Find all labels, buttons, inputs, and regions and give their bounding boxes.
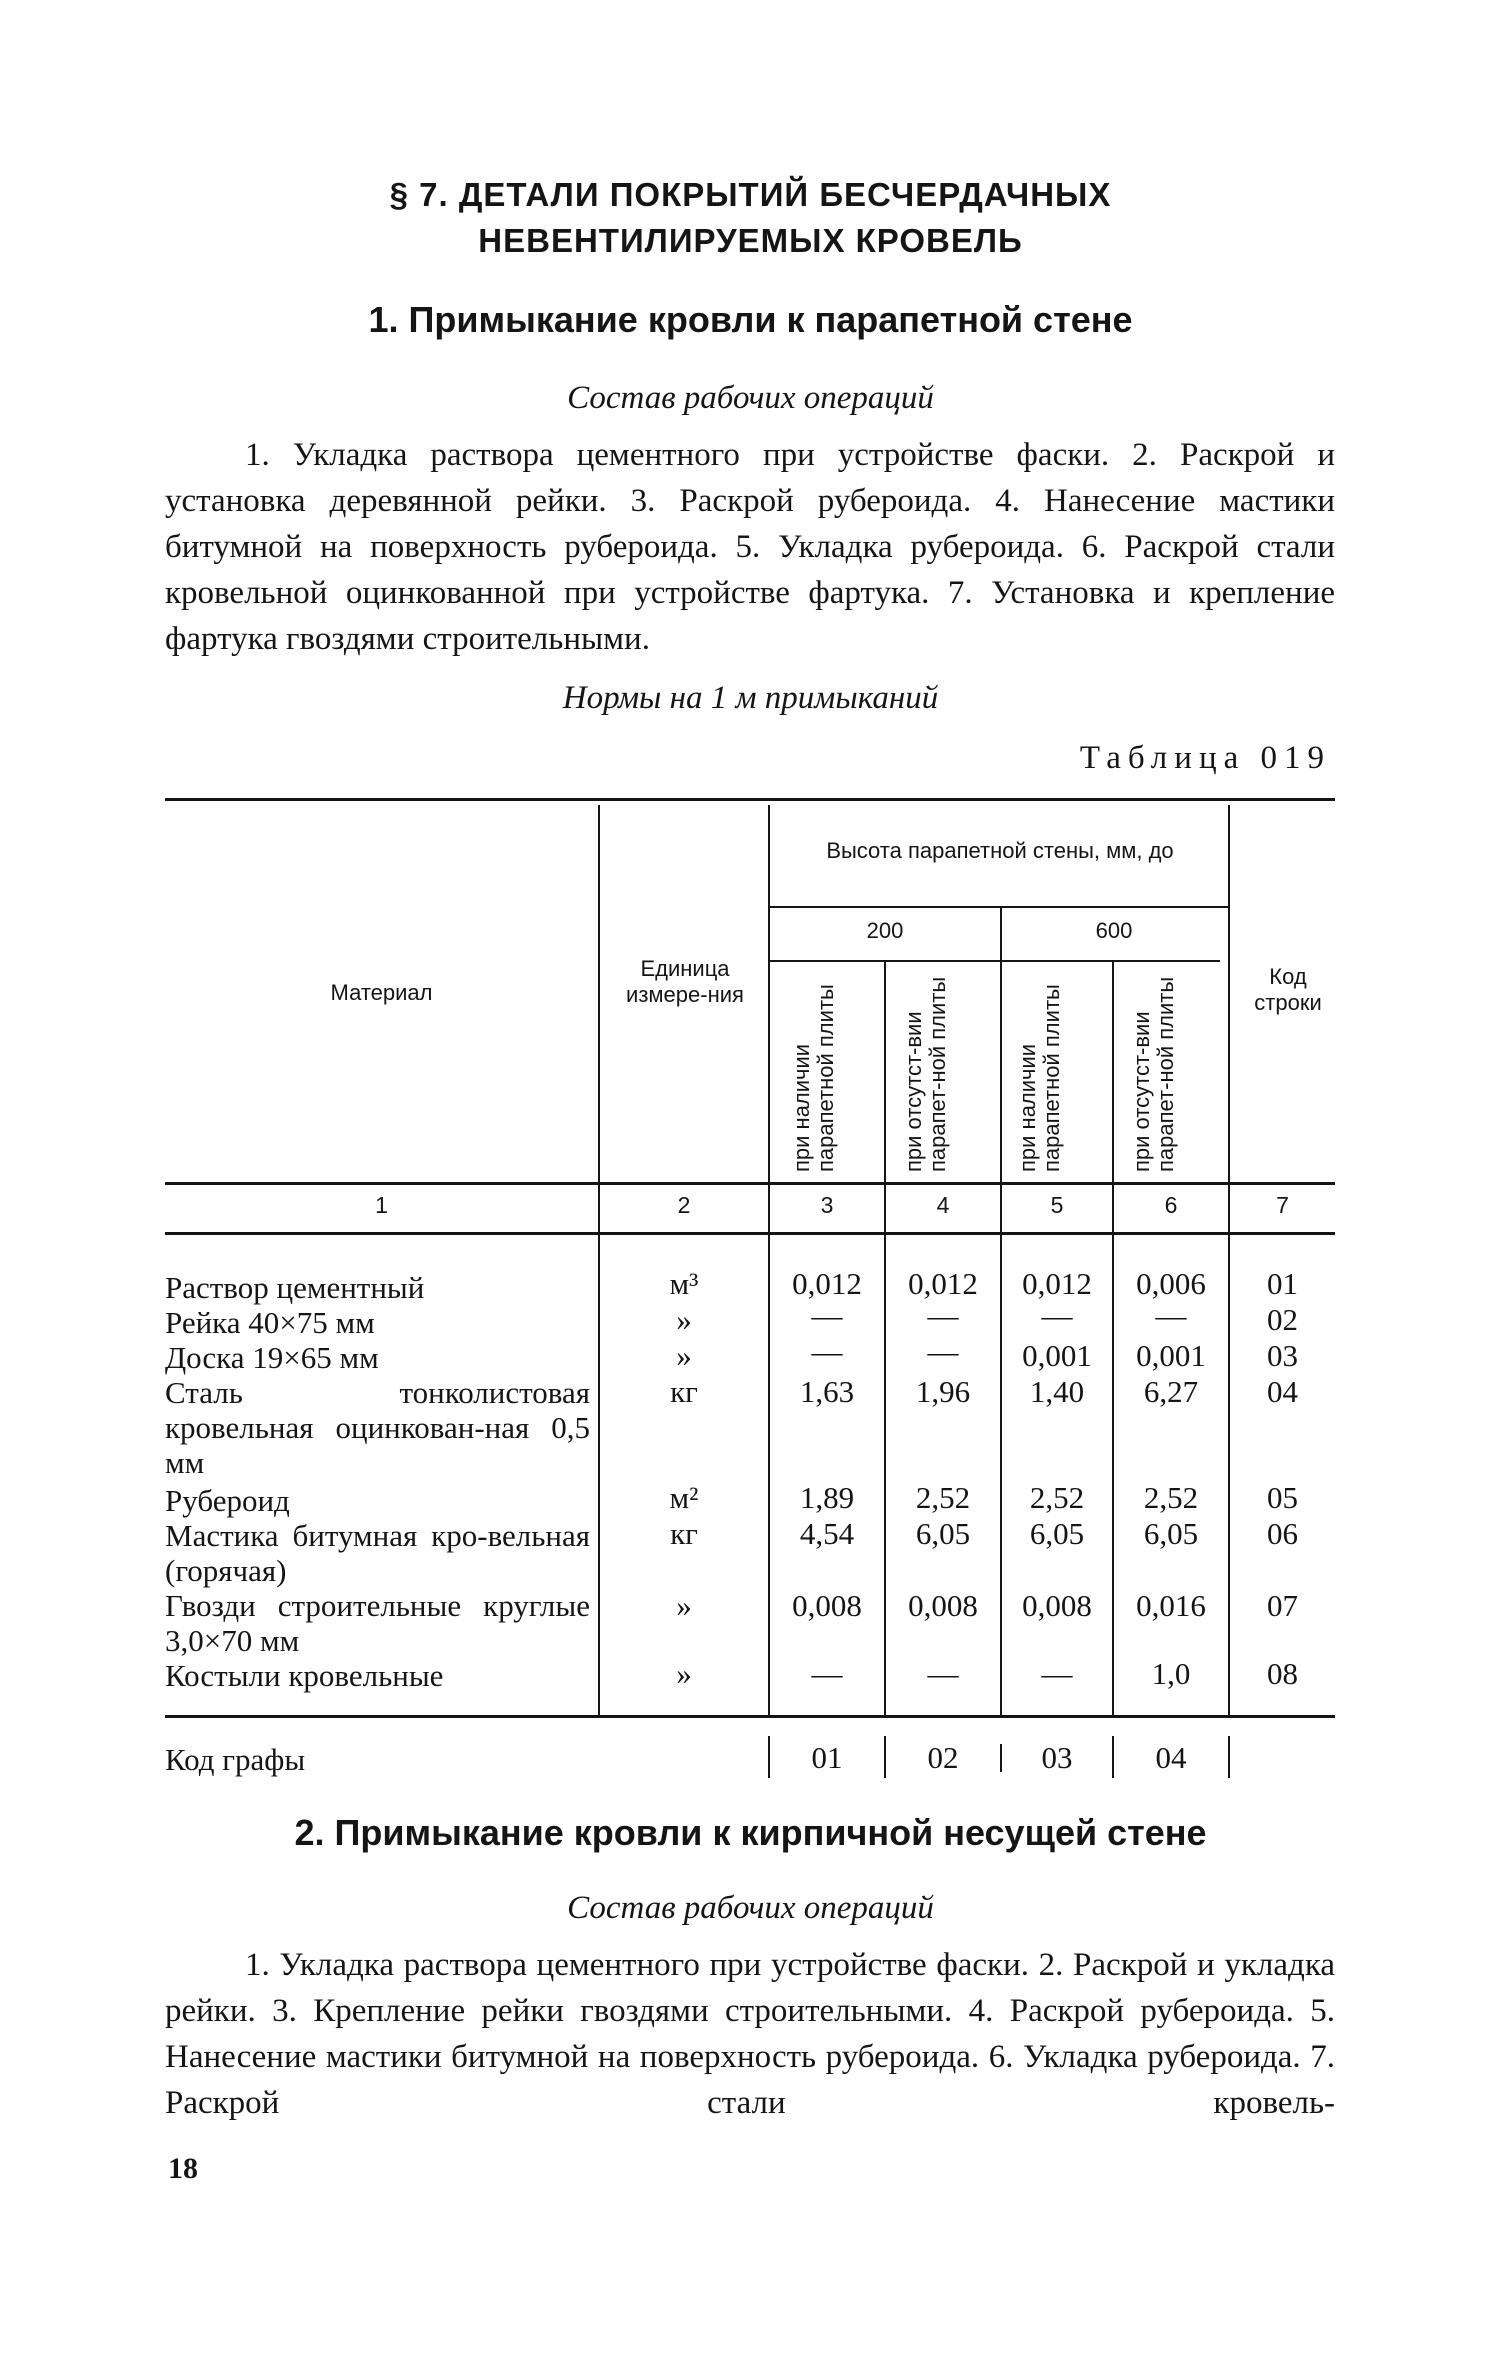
row-2-v3: — (1041, 1298, 1073, 1333)
row-1-v3: 0,012 (1022, 1266, 1092, 1301)
row-5-v1: 1,89 (799, 1480, 855, 1515)
row-2-code: 02 (1267, 1302, 1298, 1337)
header-height-group: Высота парапетной стены, мм, до (826, 838, 1174, 863)
row-4-v2: 1,96 (915, 1374, 971, 1409)
row-2-material: Рейка 40×75 мм (165, 1305, 375, 1340)
row-3-unit: » (676, 1338, 692, 1373)
row-2-v4: — (1155, 1298, 1187, 1333)
row-6-v4: 6,05 (1143, 1516, 1199, 1551)
section-title-line-1: § 7. ДЕТАЛИ ПОКРЫТИЙ БЕСЧЕРДАЧНЫХ (389, 176, 1112, 213)
vline-1 (598, 805, 600, 1715)
row-4-code: 04 (1267, 1374, 1298, 1409)
footer-code-2: 02 (927, 1740, 959, 1775)
colnum-3: 3 (820, 1192, 834, 1218)
row-4-v1: 1,63 (799, 1374, 855, 1409)
row-7-code: 07 (1267, 1588, 1298, 1623)
part2-title: 2. Примыкание кровли к кирпичной несущей стене (294, 1812, 1207, 1853)
row-1-material: Раствор цементный (165, 1270, 425, 1305)
row-2-v2: — (927, 1298, 959, 1333)
row-2-unit: » (676, 1302, 692, 1337)
table-top-rule (165, 798, 1335, 801)
part1-norms-heading: Нормы на 1 м примыканий (562, 680, 939, 716)
row-4-unit: кг (670, 1374, 698, 1409)
header-without-slab-200: при отсутст-вии парапет-ной плиты (901, 976, 950, 1172)
row-4-material: Сталь тонколистовая кровельная оцинкован-ная 0,5 мм (165, 1375, 590, 1480)
height-sub-rule (770, 960, 1220, 962)
footer-sep-5 (1228, 1736, 1230, 1778)
row-3-v4: 0,001 (1136, 1338, 1206, 1373)
row-8-unit: » (676, 1656, 692, 1691)
header-height-600: 600 (1095, 918, 1133, 943)
part1-title: 1. Примыкание кровли к парапетной стене (368, 299, 1133, 340)
row-8-v2: — (927, 1656, 959, 1691)
table-caption: Таблица 019 (1079, 740, 1331, 776)
row-6-v1: 4,54 (799, 1516, 855, 1551)
row-6-unit: кг (670, 1516, 698, 1551)
row-8-material: Костыли кровельные (165, 1658, 444, 1693)
part1-ops-heading: Состав рабочих операций (567, 380, 934, 416)
row-8-v3: — (1041, 1656, 1073, 1691)
row-1-v4: 0,006 (1136, 1266, 1206, 1301)
row-8-v1: — (811, 1656, 843, 1691)
header-bottom-rule (165, 1182, 1335, 1185)
row-5-unit: м² (669, 1480, 699, 1515)
colnum-7: 7 (1276, 1192, 1289, 1218)
row-8-code: 08 (1267, 1656, 1298, 1691)
colnum-2: 2 (677, 1192, 691, 1218)
header-height-200: 200 (866, 918, 904, 943)
footer-code-4: 04 (1155, 1740, 1187, 1775)
row-5-material: Рубероид (165, 1483, 290, 1518)
row-8-v4: 1,0 (1151, 1656, 1191, 1691)
body-bottom-rule (165, 1715, 1335, 1718)
row-3-v1: — (811, 1334, 843, 1369)
page-number: 18 (168, 2152, 198, 2185)
colnum-bottom-rule (165, 1232, 1335, 1235)
row-6-code: 06 (1267, 1516, 1298, 1551)
row-7-v1: 0,008 (792, 1588, 862, 1623)
header-with-slab-600: при наличии парапетной плиты (1015, 984, 1064, 1172)
row-5-v3: 2,52 (1029, 1480, 1085, 1515)
row-1-unit: м³ (669, 1266, 699, 1301)
row-5-code: 05 (1267, 1480, 1298, 1515)
row-3-material: Доска 19×65 мм (165, 1340, 379, 1375)
row-4-v4: 6,27 (1143, 1374, 1199, 1409)
row-6-v2: 6,05 (915, 1516, 971, 1551)
row-6-material: Мастика битумная кро-вельная (горячая) (165, 1518, 590, 1588)
row-7-unit: » (676, 1588, 692, 1623)
row-7-v4: 0,016 (1136, 1588, 1206, 1623)
row-5-v4: 2,52 (1143, 1480, 1199, 1515)
row-4-v3: 1,40 (1029, 1374, 1085, 1409)
part2-ops-text: 1. Укладка раствора цементного при устройстве фаски. 2. Раскрой и укладка рейки. 3. Крепление рейки гвоздями строительными. 4. Раскрой рубероида. 5. Нанесение мастики битумной на поверхность рубероида. 6. Укладка рубероида. 7. Раскрой стали кровель- (165, 1947, 1335, 2121)
footer-code-3: 03 (1041, 1740, 1073, 1775)
row-1-code: 01 (1267, 1266, 1298, 1301)
row-1-v1: 0,012 (792, 1266, 862, 1301)
row-3-code: 03 (1267, 1338, 1298, 1373)
header-material: Материал (330, 980, 433, 1005)
part1-ops-text: 1. Укладка раствора цементного при устройстве фаски. 2. Раскрой и установка деревянной рейки. 3. Раскрой рубероида. 4. Нанесение мастики битумной на поверхность рубероида. 5. Укладка рубероида. 6. Раскрой стали кровельной оцинкованной при устройстве фартука. 7. Установка и крепление фартука гвоздями строительными. (165, 437, 1335, 657)
vline-6 (1228, 805, 1230, 1715)
header-unit: Единица измере-ния (626, 956, 744, 1007)
header-code: Код строки (1254, 964, 1322, 1015)
header-with-slab-200: при наличии парапетной плиты (789, 984, 838, 1172)
footer-label: Код графы (165, 1742, 306, 1777)
row-7-v2: 0,008 (908, 1588, 978, 1623)
header-without-slab-600: при отсутст-вии парапет-ной плиты (1129, 976, 1178, 1172)
colnum-6: 6 (1164, 1192, 1178, 1218)
row-7-material: Гвозди строительные круглые 3,0×70 мм (165, 1588, 590, 1658)
colnum-4: 4 (936, 1192, 950, 1218)
row-3-v2: — (927, 1334, 959, 1369)
row-7-v3: 0,008 (1022, 1588, 1092, 1623)
section-title-line-2: НЕВЕНТИЛИРУЕМЫХ КРОВЕЛЬ (478, 222, 1023, 259)
colnum-5: 5 (1050, 1192, 1064, 1218)
colnum-1: 1 (375, 1192, 388, 1218)
row-2-v1: — (811, 1298, 843, 1333)
row-1-v2: 0,012 (908, 1266, 978, 1301)
row-5-v2: 2,52 (915, 1480, 971, 1515)
part2-ops-heading: Состав рабочих операций (567, 1890, 934, 1926)
row-6-v3: 6,05 (1029, 1516, 1085, 1551)
footer-code-1: 01 (811, 1740, 843, 1775)
row-3-v3: 0,001 (1022, 1338, 1092, 1373)
